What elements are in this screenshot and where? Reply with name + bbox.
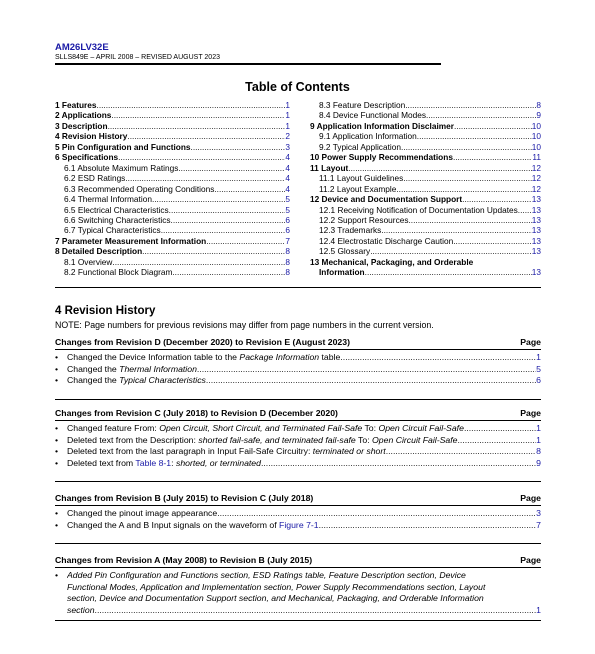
toc-page-number[interactable]: 13 [531, 204, 541, 215]
toc-entry-label: 8.2 Functional Block Diagram [64, 267, 173, 278]
toc-entry[interactable] [55, 215, 290, 225]
toc-right-column [310, 100, 541, 278]
toc-entry-label: 5 Pin Configuration and Functions [55, 141, 191, 152]
changes-b-to-c [55, 493, 541, 544]
toc-entry-label: 2 Applications [55, 110, 112, 121]
toc-entry-label: 13 Mechanical, Packaging, and Orderable [310, 256, 474, 267]
toc-entry-label: 8.1 Overview [64, 256, 113, 267]
change-item: • Deleted text from Table 8-1: shorted, or terminated ..... 9 [55, 458, 541, 469]
toc-entry[interactable] [55, 246, 290, 256]
toc-entry[interactable] [55, 236, 290, 246]
toc-page-number[interactable]: 1 [285, 110, 290, 121]
change-item: • Changed the pinout image appearance ..... 3 [55, 508, 541, 519]
changes-heading: Changes from Revision D (December 2020) to Revision E (August 2023) Page [55, 337, 541, 350]
toc-entry[interactable] [310, 246, 541, 256]
toc-entry[interactable] [310, 236, 541, 246]
page-link[interactable]: 1 [536, 604, 541, 615]
toc-page-number[interactable]: 7 [285, 235, 290, 246]
toc-page-number[interactable]: 8 [285, 246, 290, 257]
toc-page-number[interactable]: 13 [531, 225, 541, 236]
toc-entry-label: 6.3 Recommended Operating Conditions [64, 183, 215, 194]
toc-page-number[interactable]: 13 [531, 267, 541, 278]
toc-entry[interactable] [55, 121, 290, 131]
change-item: • Changed the Device Information table to the Package Information table ..... 1 [55, 352, 541, 363]
change-item: • Changed feature From: Open Circuit, Short Circuit, and Terminated Fail-Safe To: Open Circuit Fail-Safe ..... 1 [55, 423, 541, 434]
changes-heading: Changes from Revision A (May 2008) to Revision B (July 2015) Page [55, 555, 541, 568]
toc-entry-label: 11.1 Layout Guidelines [319, 173, 404, 184]
toc-entry[interactable] [310, 257, 541, 278]
toc-page-number[interactable]: 13 [531, 214, 541, 225]
toc-entry[interactable] [310, 142, 541, 152]
toc-entry-label: 9 Application Information Disclaimer [310, 120, 454, 131]
page-link[interactable]: 1 [536, 423, 541, 434]
change-item: • Deleted text from the last paragraph in Input Fail-Safe Circuitry: terminated or short ..... 8 [55, 446, 541, 457]
toc-entry[interactable] [310, 225, 541, 235]
toc-entry-label: 3 Description [55, 120, 108, 131]
changes-d-to-e [55, 337, 541, 400]
toc-entry[interactable] [310, 194, 541, 204]
toc-entry[interactable] [310, 100, 541, 110]
toc-page-number[interactable]: 13 [531, 246, 541, 257]
toc-entry-label: 1 Features [55, 100, 97, 110]
toc-entry[interactable] [310, 215, 541, 225]
toc-entry[interactable] [55, 173, 290, 183]
toc-entry[interactable] [310, 205, 541, 215]
page-link[interactable]: 6 [536, 375, 541, 386]
toc-entry-label: 6.4 Thermal Information [64, 194, 152, 205]
toc-entry[interactable] [55, 267, 290, 277]
change-item: • Changed the Thermal Information ..... 5 [55, 364, 541, 375]
toc-page-number[interactable]: 4 [285, 152, 290, 163]
toc-page-number[interactable]: 10 [531, 131, 541, 142]
document-id: AM26LV32E [55, 42, 109, 53]
page-link[interactable]: 9 [536, 457, 541, 468]
toc-page-number[interactable]: 6 [285, 214, 290, 225]
toc-page-number[interactable]: 5 [285, 194, 290, 205]
toc-entry-label: 7 Parameter Measurement Information [55, 235, 207, 246]
toc-page-number[interactable]: 12 [531, 173, 541, 184]
toc-entry-label: 8 Detailed Description [55, 246, 143, 257]
toc-page-number[interactable]: 13 [531, 194, 541, 205]
toc-entry[interactable] [310, 184, 541, 194]
page-link[interactable]: 3 [536, 508, 541, 519]
toc-entry-label: 6 Specifications [55, 152, 119, 163]
toc-page-number[interactable]: 1 [285, 120, 290, 131]
figure-link[interactable]: Figure 7-1 [279, 519, 319, 530]
toc-page-number[interactable]: 1 [285, 100, 290, 110]
changes-c-to-d [55, 408, 541, 482]
toc-page-number[interactable]: 12 [531, 162, 541, 173]
toc-left-column [55, 100, 290, 278]
toc-entry[interactable] [310, 152, 541, 162]
toc-page-number[interactable]: 2 [285, 131, 290, 142]
toc-page-number[interactable]: 12 [531, 183, 541, 194]
toc-entry-label: 6.2 ESD Ratings [64, 173, 126, 184]
toc-entry[interactable] [55, 100, 290, 110]
document-header [55, 42, 441, 62]
toc-page-number[interactable]: 8 [536, 100, 541, 110]
changes-a-to-b [55, 555, 541, 621]
toc-entry[interactable] [310, 110, 541, 120]
change-item: • Changed the A and B Input signals on the waveform of Figure 7-1 ..... 7 [55, 520, 541, 531]
toc-entry-label: 12.4 Electrostatic Discharge Caution [319, 235, 454, 246]
page-link[interactable]: 8 [536, 446, 541, 457]
toc-entry[interactable] [55, 184, 290, 194]
toc-page-number[interactable]: 13 [531, 235, 541, 246]
toc-entry[interactable] [55, 110, 290, 120]
page-link[interactable]: 5 [536, 363, 541, 374]
toc-entry-label: 10 Power Supply Recommendations [310, 152, 453, 163]
toc-entry-label: 6.5 Electrical Characteristics [64, 204, 169, 215]
toc-entry[interactable] [310, 121, 541, 131]
toc-rule [55, 287, 541, 288]
toc-entry-label: 12.3 Trademarks [319, 225, 382, 236]
toc-page-number[interactable]: 4 [285, 162, 290, 173]
toc-page-number[interactable]: 11 [532, 152, 541, 163]
toc-entry-label: 8.4 Device Functional Modes [319, 110, 426, 121]
toc-entry[interactable] [310, 173, 541, 183]
toc-entry-label: 6.1 Absolute Maximum Ratings [64, 162, 179, 173]
toc-entry[interactable] [55, 205, 290, 215]
toc-page-number[interactable]: 9 [536, 110, 541, 121]
toc-page-number[interactable]: 5 [285, 204, 290, 215]
toc-entry-label: 12.1 Receiving Notification of Documentation Updates [319, 204, 518, 215]
toc-entry-label: 11 Layout [310, 162, 349, 173]
toc-entry[interactable] [55, 152, 290, 162]
toc-entry-label: 6.6 Switching Characteristics [64, 214, 171, 225]
change-item: • Changed the Typical Characteristics ..... 6 [55, 375, 541, 386]
toc-page-number[interactable]: 4 [285, 173, 290, 184]
toc-entry[interactable] [310, 163, 541, 173]
document-revision: SLLS849E – APRIL 2008 – REVISED AUGUST 2023 [55, 54, 220, 61]
page-link[interactable]: 7 [536, 519, 541, 530]
toc-page-number[interactable]: 4 [285, 183, 290, 194]
toc-entry-label: 11.2 Layout Example [319, 183, 397, 194]
toc-entry-label: Information [319, 267, 365, 278]
toc-entry[interactable] [55, 257, 290, 267]
table-link[interactable]: Table 8-1 [135, 457, 172, 468]
toc-title: Table of Contents [245, 80, 350, 94]
toc-page-number[interactable]: 8 [285, 267, 290, 278]
revision-history-title: 4 Revision History [55, 305, 156, 317]
toc-entry-label: 6.7 Typical Characteristics [64, 225, 161, 236]
toc-page-number[interactable]: 3 [285, 141, 290, 152]
toc-entry[interactable] [55, 142, 290, 152]
changes-heading: Changes from Revision B (July 2015) to Revision C (July 2018) Page [55, 493, 541, 506]
page-link[interactable]: 1 [536, 352, 541, 363]
header-rule [55, 63, 441, 65]
page-link[interactable]: 1 [536, 434, 541, 445]
toc-entry-label: 12 Device and Documentation Support [310, 194, 463, 205]
toc-entry[interactable] [55, 194, 290, 204]
toc-page-number[interactable]: 10 [531, 141, 541, 152]
toc-entry-label: 12.5 Glossary [319, 246, 371, 257]
toc-page-number[interactable]: 6 [285, 225, 290, 236]
toc-entry[interactable] [55, 131, 290, 141]
toc-entry-label: 4 Revision History [55, 131, 128, 142]
toc-entry-label: 8.3 Feature Description [319, 100, 406, 110]
changes-heading: Changes from Revision C (July 2018) to Revision D (December 2020) Page [55, 408, 541, 421]
toc-entry[interactable] [55, 225, 290, 235]
revision-note: NOTE: Page numbers for previous revisions may differ from page numbers in the current version. [55, 320, 434, 330]
change-item: • Added Pin Configuration and Functions section, ESD Ratings table, Feature Description section, Device Functional Modes, Application and Implementation section, Power Supply Recommendations section, Layout section, Device and Documentation Support section, and Mechanical, Packaging, and Orderable Information section ..... 1 [55, 570, 541, 616]
toc-page-number[interactable]: 8 [285, 256, 290, 267]
toc-page-number[interactable]: 10 [531, 120, 541, 131]
toc-entry[interactable] [55, 163, 290, 173]
change-item: • Deleted text from the Description: shorted fail-safe, and terminated fail-safe To: Open Circuit Fail-Safe ..... 1 [55, 435, 541, 446]
toc-entry-label: 9.1 Application Information [319, 131, 417, 142]
toc-entry-label: 12.2 Support Resources [319, 214, 409, 225]
toc-entry-label: 9.2 Typical Application [319, 141, 401, 152]
toc-entry[interactable] [310, 131, 541, 141]
